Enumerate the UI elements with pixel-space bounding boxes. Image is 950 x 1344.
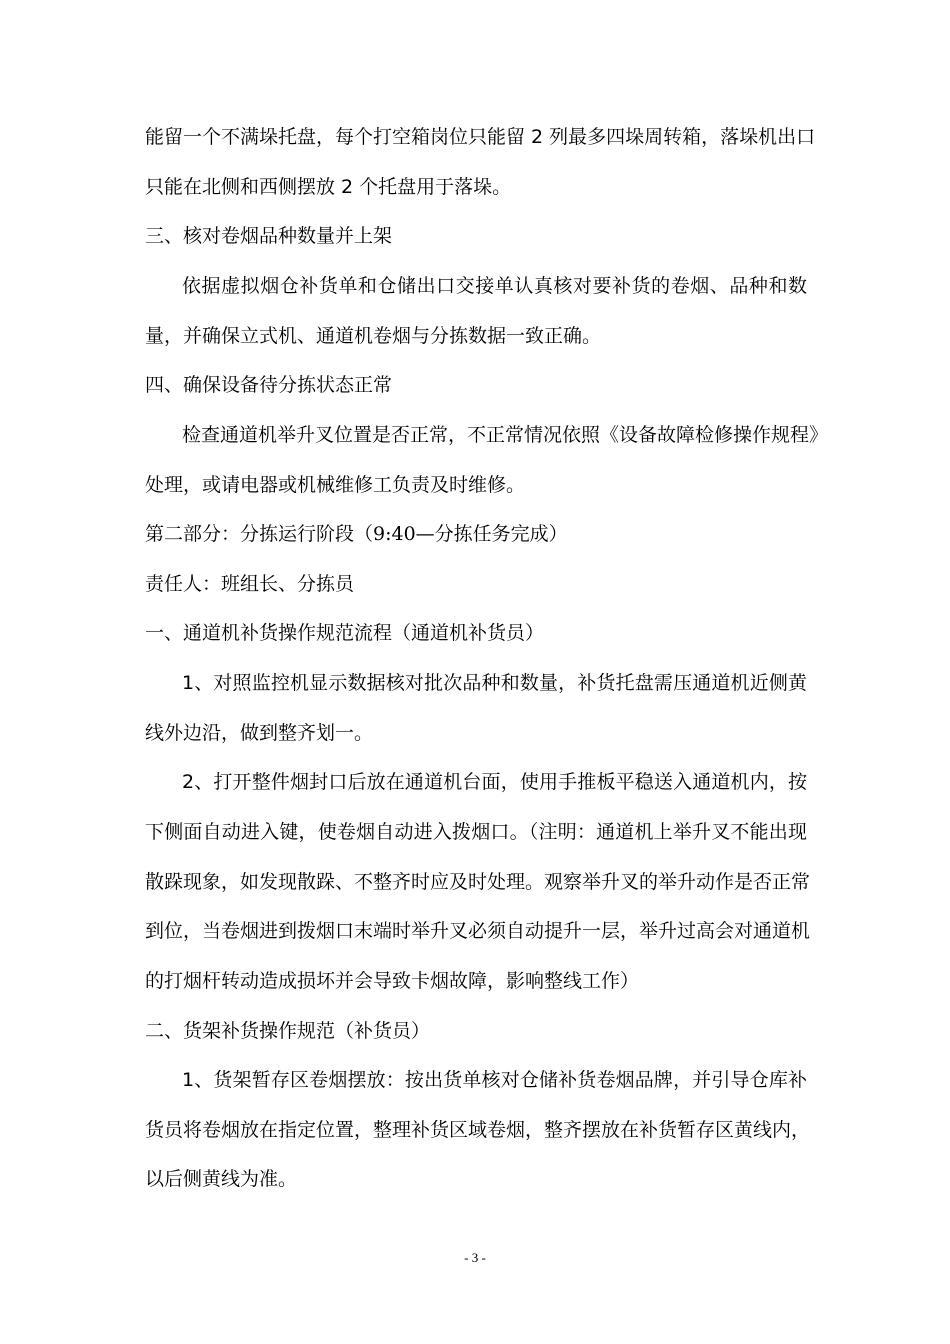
paragraph-line: 量，并确保立式机、通道机卷烟与分拣数据一致正确。 bbox=[145, 325, 602, 347]
part-heading: 第二部分：分拣运行阶段（9:40—分拣任务完成） bbox=[145, 523, 568, 545]
paragraph-line: 能留一个不满垛托盘，每个打空箱岗位只能留 2 列最多四垛周转箱，落垛机出口 bbox=[145, 126, 816, 148]
paragraph-line: 货员将卷烟放在指定位置，整理补货区域卷烟，整齐摆放在补货暂存区黄线内， bbox=[145, 1119, 811, 1141]
paragraph-line: 检查通道机举升叉位置是否正常，不正常情况依照《设备故障检修操作规程》 bbox=[182, 424, 829, 446]
paragraph-line: 只能在北侧和西侧摆放 2 个托盘用于落垛。 bbox=[145, 176, 512, 198]
page-number: - 3 - bbox=[464, 1250, 486, 1265]
paragraph-line: 1、对照监控机显示数据核对批次品种和数量，补货托盘需压通道机近侧黄 bbox=[182, 672, 807, 694]
paragraph-line: 处理，或请电器或机械维修工负责及时维修。 bbox=[145, 474, 526, 496]
paragraph-line: 下侧面自动进入键，使卷烟自动进入拨烟口。（注明：通道机上举升叉不能出现 bbox=[145, 821, 807, 843]
paragraph-line: 散跺现象，如发现散跺、不整齐时应及时处理。观察举升叉的举升动作是否正常 bbox=[145, 871, 811, 893]
section-heading: 一、通道机补货操作规范流程（通道机补货员） bbox=[145, 622, 545, 644]
section-heading: 二、货架补货操作规范（补货员） bbox=[145, 1020, 431, 1042]
paragraph-line: 的打烟杆转动造成损坏并会导致卡烟故障，影响整线工作） bbox=[145, 970, 640, 992]
paragraph-line: 以后侧黄线为准。 bbox=[145, 1168, 298, 1190]
paragraph-line: 到位，当卷烟进到拨烟口末端时举升叉必须自动提升一层，举升过高会对通道机 bbox=[145, 920, 811, 942]
section-heading: 三、核对卷烟品种数量并上架 bbox=[145, 225, 393, 247]
paragraph-line: 2、打开整件烟封口后放在通道机台面，使用手推板平稳送入通道机内，按 bbox=[182, 771, 807, 793]
paragraph-line: 1、货架暂存区卷烟摆放：按出货单核对仓储补货卷烟品牌，并引导仓库补 bbox=[182, 1069, 807, 1091]
section-heading: 四、确保设备待分拣状态正常 bbox=[145, 374, 393, 396]
paragraph-line: 线外边沿，做到整齐划一。 bbox=[145, 722, 374, 744]
paragraph-line: 依据虚拟烟仓补货单和仓储出口交接单认真核对要补货的卷烟、品种和数 bbox=[182, 275, 807, 297]
responsible-person: 责任人：班组长、分拣员 bbox=[145, 573, 355, 595]
